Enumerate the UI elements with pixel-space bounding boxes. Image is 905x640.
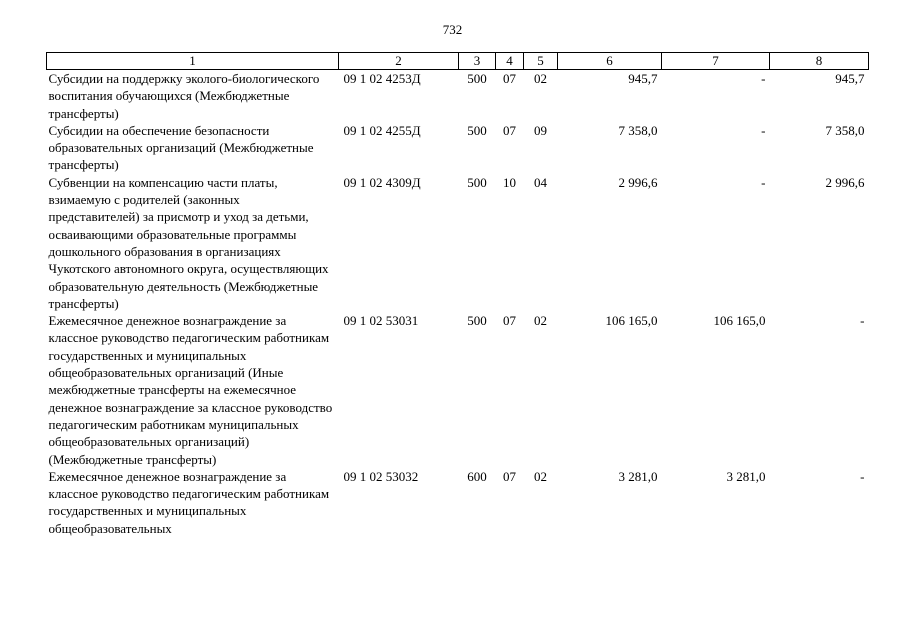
row-col-7: - xyxy=(761,174,766,190)
row-col-8: 7 358,0 xyxy=(825,122,865,138)
row-col-4: 07 xyxy=(503,468,516,484)
row-col-8: 945,7 xyxy=(835,71,865,86)
row-code: 09 1 02 4309Д xyxy=(343,174,421,190)
row-col-6: 945,7 xyxy=(628,71,658,86)
header-col-3: 3 xyxy=(459,53,496,70)
row-col-6: 7 358,0 xyxy=(618,122,658,138)
row-code: 09 1 02 4253Д xyxy=(343,71,421,86)
row-col-3: 500 xyxy=(467,174,487,190)
row-col-3: 500 xyxy=(467,122,487,138)
row-col-7: - xyxy=(761,122,766,138)
header-col-4: 4 xyxy=(496,53,524,70)
row-name: Ежемесячное денежное вознаграждение за классное руководство педагогическим работникам государственных и муниципальных общеобразовательных организаций (Иные межбюджетные трансферты на ежемесячное денежное вознаграждение за классное руководство педагогическим работникам муниципальных общеобразовательных организаций) (Межбюджетные трансферты) xyxy=(48,313,333,467)
table-row xyxy=(47,312,869,468)
row-col-4: 07 xyxy=(503,122,516,138)
budget-table xyxy=(46,52,869,537)
row-col-3: 600 xyxy=(467,468,487,484)
table-row xyxy=(47,70,869,122)
row-col-5: 09 xyxy=(534,122,547,138)
row-name: Субсидии на обеспечение безопасности образовательных организаций (Межбюджетные трансферты) xyxy=(48,122,314,173)
row-col-5: 02 xyxy=(534,468,547,484)
header-col-8: 8 xyxy=(770,53,869,70)
header-col-5: 5 xyxy=(524,53,558,70)
row-col-4: 07 xyxy=(503,313,516,329)
table-row xyxy=(47,122,869,174)
table-row xyxy=(47,468,869,537)
table-header xyxy=(47,53,869,70)
row-col-6: 3 281,0 xyxy=(618,468,658,484)
header-row xyxy=(47,53,869,70)
row-col-3: 500 xyxy=(467,313,487,329)
table-row xyxy=(47,174,869,312)
row-col-5: 02 xyxy=(534,71,547,86)
row-col-3: 500 xyxy=(467,71,487,86)
row-col-6: 106 165,0 xyxy=(605,313,658,329)
header-col-1: 1 xyxy=(47,53,339,70)
row-col-6: 2 996,6 xyxy=(618,174,658,190)
row-col-8: - xyxy=(860,313,865,329)
row-name: Субсидии на поддержку эколого-биологического воспитания обучающихся (Межбюджетные трансферты) xyxy=(48,71,320,121)
table-body xyxy=(47,70,869,538)
row-code: 09 1 02 4255Д xyxy=(343,122,421,138)
row-col-5: 04 xyxy=(534,174,547,190)
row-col-7: - xyxy=(761,71,766,86)
page-number: 732 xyxy=(442,22,463,37)
row-col-8: - xyxy=(860,468,865,484)
header-col-2: 2 xyxy=(339,53,459,70)
row-col-5: 02 xyxy=(534,313,547,329)
row-code: 09 1 02 53032 xyxy=(343,468,419,484)
row-name: Субвенции на компенсацию части платы, взимаемую с родителей (законных представителей) за присмотр и уход за детьми, осваивающими образовательные программы дошкольного образования в организациях Чукотского автономного округа, осуществляющих образовательную деятельность (Межбюджетные трансферты) xyxy=(48,174,329,311)
row-col-4: 07 xyxy=(503,71,516,86)
row-col-4: 10 xyxy=(503,174,516,190)
header-col-7: 7 xyxy=(662,53,770,70)
row-col-8: 2 996,6 xyxy=(825,174,865,190)
row-col-7: 3 281,0 xyxy=(726,468,766,484)
row-code: 09 1 02 53031 xyxy=(343,313,419,329)
row-col-7: 106 165,0 xyxy=(713,313,766,329)
row-name: Ежемесячное денежное вознаграждение за классное руководство педагогическим работникам государственных и муниципальных общеобразовательных xyxy=(48,468,330,536)
header-col-6: 6 xyxy=(558,53,662,70)
